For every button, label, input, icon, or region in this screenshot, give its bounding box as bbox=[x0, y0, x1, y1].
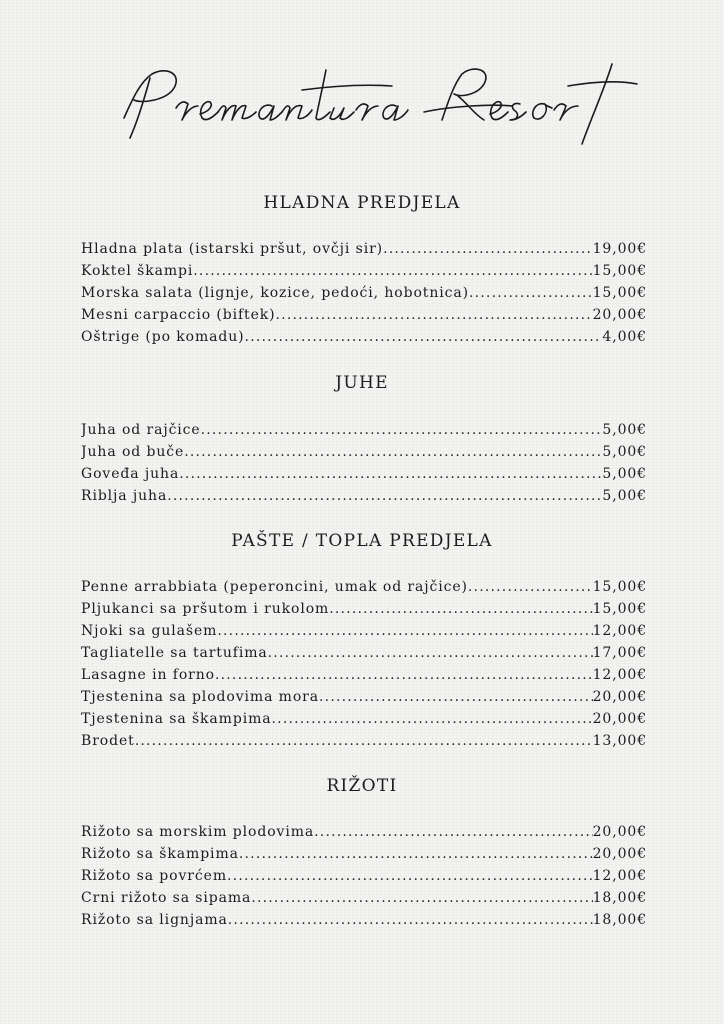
dot-leader bbox=[245, 326, 603, 348]
menu-item-price: 20,00€ bbox=[592, 307, 647, 323]
menu-item-name: Crni rižoto sa sipama bbox=[81, 890, 252, 906]
menu-item-price: 19,00€ bbox=[592, 241, 647, 257]
dot-leader bbox=[193, 260, 592, 282]
menu-item bbox=[81, 887, 647, 909]
menu-item bbox=[81, 620, 647, 642]
menu-list-rizoti bbox=[81, 821, 647, 931]
dot-leader bbox=[268, 642, 593, 664]
menu-item bbox=[81, 576, 647, 598]
menu-item bbox=[81, 708, 647, 730]
menu-item-price: 15,00€ bbox=[592, 601, 647, 617]
dot-leader bbox=[319, 686, 593, 708]
menu-item bbox=[81, 441, 647, 463]
menu-item-name: Rižoto sa lignjama bbox=[81, 912, 228, 928]
menu-item-name: Juha od buče bbox=[81, 444, 185, 460]
menu-list-juhe bbox=[81, 419, 647, 507]
menu-item-price: 5,00€ bbox=[602, 488, 647, 504]
dot-leader bbox=[201, 419, 603, 441]
menu-item-price: 15,00€ bbox=[592, 263, 647, 279]
menu-item-name: Tagliatelle sa tartufima bbox=[81, 645, 268, 661]
menu-item-price: 4,00€ bbox=[602, 329, 647, 345]
menu-list-hladna-predjela bbox=[81, 238, 647, 348]
section-title-rizoti: RIŽOTI bbox=[326, 776, 398, 796]
dot-leader bbox=[276, 304, 593, 326]
menu-item bbox=[81, 642, 647, 664]
dot-leader bbox=[167, 485, 602, 507]
menu-item-name: Penne arrabbiata (peperoncini, umak od rajčice) bbox=[81, 579, 468, 595]
section-title-juhe: JUHE bbox=[335, 373, 389, 393]
dot-leader bbox=[239, 843, 593, 865]
menu-item bbox=[81, 463, 647, 485]
dot-leader bbox=[314, 821, 592, 843]
dot-leader bbox=[184, 441, 602, 463]
menu-item-price: 12,00€ bbox=[592, 623, 647, 639]
menu-item bbox=[81, 730, 647, 752]
menu-item bbox=[81, 419, 647, 441]
menu-item-price: 15,00€ bbox=[592, 285, 647, 301]
brand-script-logo bbox=[112, 60, 642, 150]
menu-item-name: Tjestenina sa škampima bbox=[81, 711, 272, 727]
menu-list-paste-topla-predjela bbox=[81, 576, 647, 752]
menu-item bbox=[81, 843, 647, 865]
menu-item-name: Rižoto sa škampima bbox=[81, 846, 239, 862]
menu-item bbox=[81, 909, 647, 931]
menu-item bbox=[81, 686, 647, 708]
menu-item-price: 12,00€ bbox=[592, 667, 647, 683]
dot-leader bbox=[468, 576, 593, 598]
menu-item-price: 13,00€ bbox=[592, 733, 647, 749]
dot-leader bbox=[329, 598, 592, 620]
menu-item bbox=[81, 304, 647, 326]
menu-item-price: 18,00€ bbox=[592, 912, 647, 928]
menu-item-name: Morska salata (lignje, kozice, pedoći, hobotnica) bbox=[81, 285, 469, 301]
menu-item-name: Brodet bbox=[81, 733, 135, 749]
menu-item-name: Oštrige (po komadu) bbox=[81, 329, 245, 345]
menu-item bbox=[81, 865, 647, 887]
menu-item-name: Pljukanci sa pršutom i rukolom bbox=[81, 601, 330, 617]
menu-item bbox=[81, 326, 647, 348]
menu-item bbox=[81, 238, 647, 260]
menu-item-name: Hladna plata (istarski pršut, ovčji sir) bbox=[81, 241, 384, 257]
menu-item bbox=[81, 485, 647, 507]
menu-item-name: Koktel škampi bbox=[81, 263, 194, 279]
menu-item bbox=[81, 282, 647, 304]
menu-item bbox=[81, 260, 647, 282]
dot-leader bbox=[215, 664, 593, 686]
menu-item-price: 20,00€ bbox=[592, 846, 647, 862]
menu-item-price: 5,00€ bbox=[602, 466, 647, 482]
menu-item-name: Mesni carpaccio (biftek) bbox=[81, 307, 276, 323]
dot-leader bbox=[251, 887, 592, 909]
dot-leader bbox=[383, 238, 593, 260]
dot-leader bbox=[179, 463, 602, 485]
menu-item bbox=[81, 598, 647, 620]
menu-item-price: 20,00€ bbox=[592, 824, 647, 840]
menu-item-name: Njoki sa gulašem bbox=[81, 623, 218, 639]
dot-leader bbox=[135, 730, 593, 752]
dot-leader bbox=[228, 909, 593, 931]
menu-item bbox=[81, 664, 647, 686]
menu-item-price: 12,00€ bbox=[592, 868, 647, 884]
menu-item-name: Rižoto sa morskim plodovima bbox=[81, 824, 315, 840]
menu-item-name: Juha od rajčice bbox=[81, 422, 201, 438]
menu-item-price: 20,00€ bbox=[592, 689, 647, 705]
menu-item-name: Rižoto sa povrćem bbox=[81, 868, 228, 884]
menu-item-name: Goveđa juha bbox=[81, 466, 180, 482]
menu-item-price: 5,00€ bbox=[602, 422, 647, 438]
section-title-hladna-predjela: HLADNA PREDJELA bbox=[263, 193, 461, 213]
dot-leader bbox=[469, 282, 593, 304]
menu-item-price: 17,00€ bbox=[592, 645, 647, 661]
menu-item-name: Tjestenina sa plodovima mora bbox=[81, 689, 320, 705]
menu-item-price: 20,00€ bbox=[592, 711, 647, 727]
dot-leader bbox=[227, 865, 593, 887]
menu-item-name: Lasagne in forno bbox=[81, 667, 215, 683]
menu-item-price: 5,00€ bbox=[602, 444, 647, 460]
dot-leader bbox=[217, 620, 592, 642]
dot-leader bbox=[272, 708, 593, 730]
section-title-paste-topla-predjela: PAŠTE / TOPLA PREDJELA bbox=[231, 531, 493, 551]
menu-item-price: 18,00€ bbox=[592, 890, 647, 906]
menu-item bbox=[81, 821, 647, 843]
menu-item-price: 15,00€ bbox=[592, 579, 647, 595]
menu-item-name: Riblja juha bbox=[81, 488, 168, 504]
